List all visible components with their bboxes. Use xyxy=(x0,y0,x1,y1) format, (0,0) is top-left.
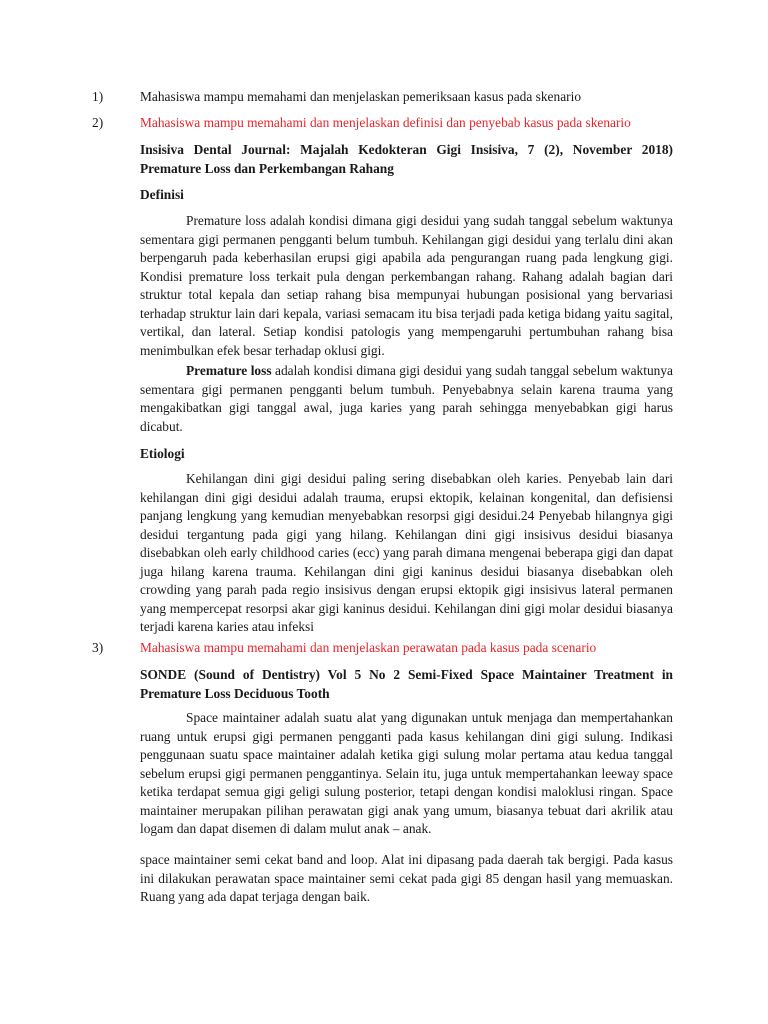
definisi-paragraph-2 xyxy=(140,362,673,436)
definisi-paragraph-1: Premature loss adalah kondisi dimana gigi desidui yang sudah tanggal sebelum waktunya sementara gigi permanen pengganti belum tumbuh. Kehilangan gigi desidui yang terlalu dini akan berpengaruh pada keberhasilan erupsi gigi apabila ada pengurangan ruang pada lengkung gigi. Kondisi premature loss terkait pula dengan perkembangan rahang. Rahang adalah bagian dari struktur total kepala dan setiap rahang bisa mempunyai hubungan posisional yang bervariasi terhadap struktur lain dari kepala, variasi semacam itu bisa terjadi pada ketiga bidang yaitu sagital, vertikal, dan lateral. Setiap kondisi patologis yang mempengaruhi pertumbuhan rahang bisa menimbulkan efek besar terhadap oklusi gigi. xyxy=(140,213,673,358)
etiologi-paragraph: Kehilangan dini gigi desidui paling sering disebabkan oleh karies. Penyebab lain dari kehilangan dini gigi desidui adalah trauma, erupsi ektopik, kelainan kongenital, dan defisiensi panjang lengkung yang kemudian menyebabkan resorpsi gigi desidui.24 Penyebab hilangnya gigi desidui tergantung pada gigi yang hilang. Kehilangan dini gigi insisivus desidui biasanya disebabkan oleh early childhood caries (ecc) yang parah dimana mengenai beberapa gigi dan dapat juga hilang karena trauma. Kehilangan dini gigi kaninus desidui biasanya disebabkan oleh crowding yang parah pada regio insisivus dengan erupsi ektopik gigi insisivus lateral permanen yang mempercepat resorpsi akar gigi kaninus desidui. Kehilangan dini gigi molar desidui biasanya terjadi karena karies atau infeksi xyxy=(140,471,673,634)
space-maintainer-paragraph-2: space maintainer semi cekat band and loop. Alat ini dipasang pada daerah tak bergigi. Pada kasus ini dilakukan perawatan space maintainer semi cekat pada gigi 85 dengan hasil yang memuaskan. Ruang yang ada dapat terjaga dengan baik. xyxy=(140,852,673,904)
list-number: 3) xyxy=(92,640,104,655)
definisi-heading: Definisi xyxy=(140,187,184,202)
objective-text: Mahasiswa mampu memahami dan menjelaskan perawatan pada kasus pada scenario xyxy=(140,640,597,655)
paragraph-rest: adalah kondisi dimana gigi desidui yang sudah tanggal sebelum waktunya sementara gigi permanen pengganti belum tumbuh. Penyebabnya selain karena trauma yang mengakibatkan gigi tanggal awal, juga karies yang parah sehingga menyebabkan gigi harus dicabut. xyxy=(140,363,673,434)
objective-text: Mahasiswa mampu memahami dan menjelaskan pemeriksaan kasus pada skenario xyxy=(140,89,582,104)
space-maintainer-paragraph-1: Space maintainer adalah suatu alat yang digunakan untuk menjaga dan mempertahankan ruang untuk erupsi gigi permanen pengganti pada kasus kehilangan dini gigi sulung. Indikasi penggunaan suatu space maintainer adalah ketika gigi sulung molar pertama atau kedua tanggal sebelum erupsi gigi permanen penggantinya. Selain itu, juga untuk mempertahankan leeway space ketika terdapat semua gigi geligi sulung posterior, tetapi dengan kondisi maloklusi ringan. Space maintainer merupakan pilihan perawatan gigi anak yang umum, biasanya tebuat dari akrilik atau logam dan dapat disemen di dalam mulut anak – anak. xyxy=(140,710,673,836)
list-number: 2) xyxy=(92,115,104,130)
list-number: 1) xyxy=(92,89,104,104)
etiologi-heading: Etiologi xyxy=(140,446,185,461)
term-bold: Premature loss xyxy=(186,363,272,378)
section3-source-heading: SONDE (Sound of Dentistry) Vol 5 No 2 Semi-Fixed Space Maintainer Treatment in Premature Loss Deciduous Tooth xyxy=(140,667,673,701)
objective-text: Mahasiswa mampu memahami dan menjelaskan definisi dan penyebab kasus pada skenario xyxy=(140,115,631,130)
section2-source-heading: Insisiva Dental Journal: Majalah Kedokteran Gigi Insisiva, 7 (2), November 2018) Premature Loss dan Perkembangan Rahang xyxy=(140,142,673,176)
